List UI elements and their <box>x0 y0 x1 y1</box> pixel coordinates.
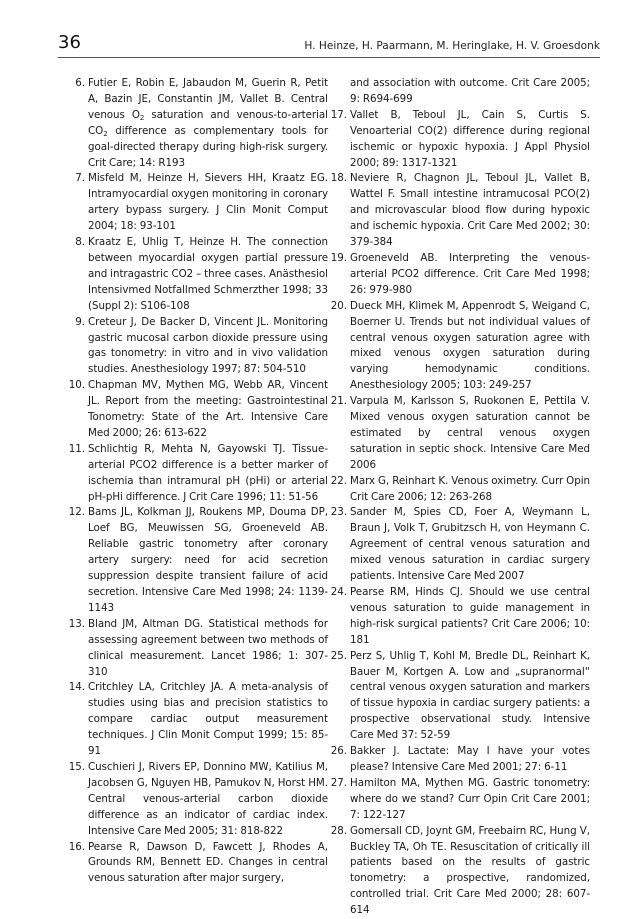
reference-number: 7 . <box>64 171 85 187</box>
reference-item <box>64 315 328 379</box>
header-rule <box>58 57 600 58</box>
reference-item <box>64 840 328 888</box>
reference-list-left <box>64 76 328 887</box>
reference-text-segment: saturation and venous-to-arterial CO <box>88 108 328 137</box>
reference-number: 25 . <box>326 649 347 665</box>
reference-number: 23 . <box>326 505 347 521</box>
reference-text: Pearse RM, Hinds CJ. Should we use central venous saturation to guide management in high-risk surgical patients? Crit Care 2006; 10: 181 <box>350 586 590 646</box>
reference-text: Kraatz E, Uhlig T, Heinze H. The connection between myocardial oxygen partial pressure and intragastric CO2 – three cases. Anästhesiol Intensivmed Notfallmed Schmerzther 1998; 33 (Suppl 2): S106-108 <box>88 236 328 312</box>
reference-text: Neviere R, Chagnon JL, Teboul JL, Vallet B, Wattel F. Small intestine intramucosal PCO(2) and microvascular blood flow during hypoxic and ischemic hypoxia. Crit Care Med 2002; 30: 379-384 <box>350 172 590 249</box>
reference-item <box>64 235 328 315</box>
reference-number: 17 . <box>326 108 347 124</box>
reference-text: Sander M, Spies CD, Foer A, Weymann L, Braun J, Volk T, Grubitzsch H, von Heymann C. Agreement of central venous saturation and mixed venous saturation in cardiac surgery patients. Intensive Care Med 2007 <box>350 506 590 583</box>
running-head-authors: H. Heinze, H. Paarmann, M. Heringlake, H. V. Groesdonk <box>304 40 600 52</box>
reference-text: Chapman MV, Mythen MG, Webb AR, Vincent JL. Report from the meeting: Gastrointestinal Tonometry: State of the Art. Intensive Care Med 2000; 26: 613-622 <box>88 379 328 439</box>
references-right-column <box>326 76 590 919</box>
reference-number: 28 . <box>326 824 347 840</box>
reference-item <box>326 474 590 506</box>
reference-text: Cuschieri J, Rivers EP, Donnino MW, Katilius M, Jacobsen G, Nguyen HB, Pamukov N, Horst HM. Central venous-arterial carbon dioxide difference as an indicator of cardiac index. Intensive Care Med 2005; 31: 818-822 <box>88 760 328 837</box>
reference-list-right <box>326 76 590 919</box>
reference-item <box>326 394 590 474</box>
reference-text: Bams JL, Kolkman JJ, Roukens MP, Douma DP, Loef BG, Meuwissen SG, Groeneveld AB. Reliable gastric tonometry after coronary artery surgery: need for acid secretion suppression despite transient failure of acid secretion. Intensive Care Med 1998; 24: 1139-1143 <box>88 506 328 614</box>
reference-number: 12 . <box>64 505 85 521</box>
reference-number: 6 . <box>64 76 85 92</box>
reference-item <box>326 585 590 649</box>
reference-text: Varpula M, Karlsson S, Ruokonen E, Pettila V. Mixed venous oxygen saturation cannot be estimated by central venous oxygen saturation in septic shock. Intensive Care Med 2006 <box>350 395 590 471</box>
reference-item <box>64 442 328 506</box>
reference-text: Marx G, Reinhart K. Venous oximetry. Curr Opin Crit Care 2006; 12: 263-268 <box>350 474 590 503</box>
reference-item <box>326 649 590 744</box>
reference-item <box>326 251 590 299</box>
reference-number: 9 . <box>64 315 85 331</box>
reference-number: 22 . <box>326 474 347 490</box>
reference-number: 21 . <box>326 394 347 410</box>
reference-text: Vallet B, Teboul JL, Cain S, Curtis S. Venoarterial CO(2) difference during regional ischemic or hypoxic hypoxia. J Appl Physiol 2000; 89: 1317-1321 <box>350 108 590 169</box>
reference-text: Bakker J. Lactate: May I have your votes please? Intensive Care Med 2001; 27: 6-11 <box>350 745 590 773</box>
reference-text: Perz S, Uhlig T, Kohl M, Bredle DL, Reinhart K, Bauer M, Kortgen A. Low and „supranormal“ central venous oxygen saturation and markers of tissue hypoxia in cardiac surgery patients: a prospective observational study. Intensive Care Med 37: 52-59 <box>350 649 590 742</box>
reference-text: and association with outcome. Crit Care 2005; 9: R694-699 <box>350 77 590 105</box>
reference-item <box>326 76 590 108</box>
reference-item <box>64 76 328 171</box>
reference-text: Schlichtig R, Mehta N, Gayowski TJ. Tissue-arterial PCO2 difference is a better marker of ischemia than intramural pH (pHi) or arterial pH-pHi difference. J Crit Care 1996; 11: 51-56 <box>88 442 328 503</box>
reference-number: 19 . <box>326 251 347 267</box>
reference-number: 20 . <box>326 299 347 315</box>
reference-number: 16 . <box>64 840 85 856</box>
reference-item <box>326 776 590 824</box>
reference-text: Hamilton MA, Mythen MG. Gastric tonometry: where do we stand? Curr Opin Crit Care 2001; 7: 122-127 <box>350 776 590 821</box>
reference-item <box>64 680 328 760</box>
subscript-text: 2 <box>139 113 145 122</box>
reference-text: Bland JM, Altman DG. Statistical methods for assessing agreement between two methods of clinical measurement. Lancet 1986; 1: 307-310 <box>88 617 328 678</box>
reference-item <box>64 505 328 616</box>
reference-text: Creteur J, De Backer D, Vincent JL. Monitoring gastric mucosal carbon dioxide pressure using gas tonometry: in vitro and in vivo validation studies. Anesthesiology 1997; 87: 504-510 <box>88 315 328 376</box>
reference-number: 18 . <box>326 171 347 187</box>
reference-number: 26 . <box>326 744 347 760</box>
reference-item <box>326 299 590 394</box>
reference-number: 13 . <box>64 617 85 633</box>
reference-item <box>64 760 328 840</box>
reference-text: Misfeld M, Heinze H, Sievers HH, Kraatz EG. Intramyocardial oxygen monitoring in coronary artery bypass surgery. J Clin Monit Comput 2004; 18: 93-101 <box>88 172 328 233</box>
subscript-text: 2 <box>103 129 108 138</box>
reference-text-segment: difference as complementary tools for goal-directed therapy during high-risk surgery. Crit Care; 14: R193 <box>88 124 328 169</box>
reference-item <box>64 378 328 442</box>
reference-item <box>64 171 328 235</box>
reference-text: Pearse R, Dawson D, Fawcett J, Rhodes A, Grounds RM, Bennett ED. Changes in central venous saturation after major surgery, <box>88 840 328 885</box>
reference-item <box>326 171 590 251</box>
reference-item <box>326 505 590 585</box>
reference-item <box>326 744 590 776</box>
reference-number: 15 . <box>64 760 85 776</box>
reference-number: 8 . <box>64 235 85 251</box>
reference-number: 14 . <box>64 680 85 696</box>
reference-text: Dueck MH, Klimek M, Appenrodt S, Weigand C, Boerner U. Trends but not individual values of central venous oxygen saturation agree with mixed venous oxygen saturation during varying hemodynamic conditions. Anesthesiology 2005; 103: 249-257 <box>350 299 590 392</box>
page-header <box>58 33 600 53</box>
references-left-column <box>64 76 328 887</box>
reference-number: 10 . <box>64 378 85 394</box>
page-number: 36 <box>58 32 81 53</box>
reference-item <box>326 824 590 919</box>
reference-text-segment: Futier E, Robin E, Jabaudon M, Guerin R, Petit A, Bazin JE, Constantin JM, Vallet B. Central venous O <box>88 77 328 121</box>
reference-item <box>326 108 590 172</box>
reference-number: 11 . <box>64 442 85 458</box>
reference-text: Critchley LA, Critchley JA. A meta-analysis of studies using bias and precision statistics to compare cardiac output measurement techniques. J Clin Monit Comput 1999; 15: 85-91 <box>88 681 328 758</box>
reference-item <box>64 617 328 681</box>
reference-text: Groeneveld AB. Interpreting the venous-arterial PCO2 difference. Crit Care Med 1998; 26: 979-980 <box>350 251 590 296</box>
reference-text: Gomersall CD, Joynt GM, Freebairn RC, Hung V, Buckley TA, Oh TE. Resuscitation of critically ill patients based on the results of gastric tonometry: a prospective, randomized, controlled trial. Crit Care Med 2000; 28: 607-614 <box>350 824 590 917</box>
reference-number: 27 . <box>326 776 347 792</box>
reference-number: 24 . <box>326 585 347 601</box>
reference-text <box>88 77 328 169</box>
